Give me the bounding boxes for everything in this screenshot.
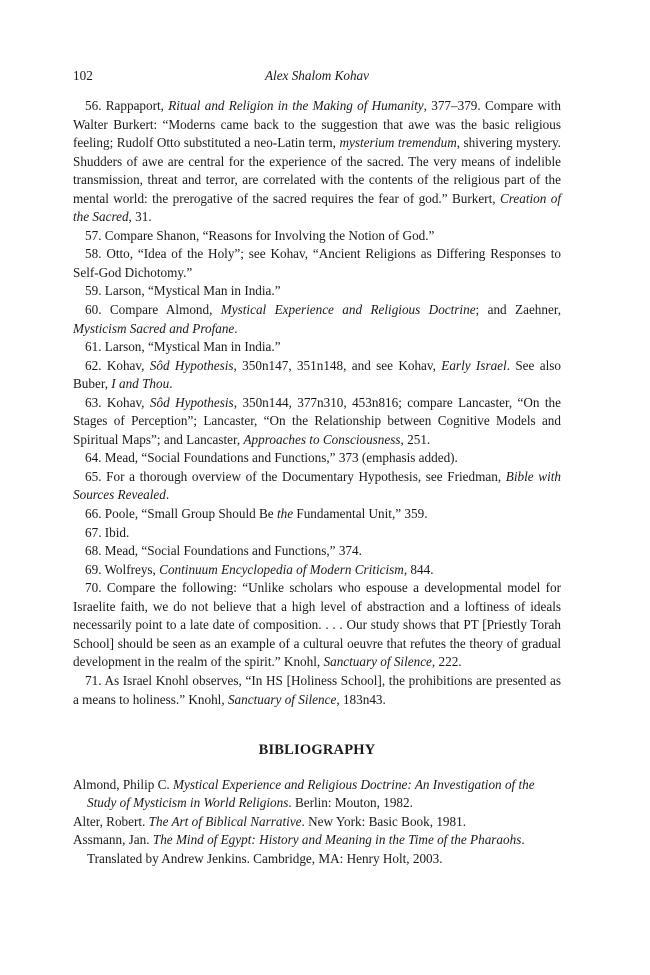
text-run: . Berlin: Mouton, 1982. <box>288 795 413 811</box>
text-run: . <box>169 376 173 392</box>
italic-title: Mystical Experience and Religious Doctrine: An Investigation of the Study of Mysticism in World Religions <box>87 777 535 811</box>
running-title: Alex Shalom Kohav <box>264 68 369 83</box>
italic-title: The Mind of Egypt: History and Meaning in the Time of the Pharaohs <box>152 832 522 848</box>
endnote <box>73 245 561 282</box>
italic-title: mysterium tremendum <box>339 135 457 151</box>
text-run: ; and Zaehner, <box>475 302 561 318</box>
italic-title: Mystical Experience and Religious Doctrine <box>220 302 476 318</box>
text-run: 67. Ibid. <box>85 524 130 540</box>
text-run: 71. As Israel Knohl observes, “In HS [Holiness School], the prohibitions are presented as a means to holiness.” Knohl, <box>73 672 561 707</box>
bibliography-entry <box>73 776 561 813</box>
text-run: , 31. <box>128 209 152 225</box>
endnote <box>73 468 561 505</box>
italic-title: Creation of the Sacred <box>73 190 561 225</box>
running-head <box>73 66 561 86</box>
text-run: . <box>234 320 238 336</box>
text-run: . Translated by Andrew Jenkins. Cambridge, MA: Henry Holt, 2003. <box>87 832 525 866</box>
italic-title: the <box>276 506 294 522</box>
text-run: 60. Compare Almond, <box>85 302 221 318</box>
endnote <box>73 542 561 561</box>
text-run: , 222. <box>431 654 462 670</box>
endnote <box>73 357 561 394</box>
text-run: 61. Larson, “Mystical Man in India.” <box>85 339 281 355</box>
endnote <box>73 301 561 338</box>
text-run: 58. Otto, “Idea of the Holy”; see Kohav, “Ancient Religions as Differing Responses to Self-God Dichotomy.” <box>73 246 561 280</box>
text-run: 57. Compare Shanon, “Reasons for Involving the Notion of God.” <box>85 227 435 243</box>
italic-title: Sôd Hypothesis <box>149 357 234 373</box>
text-run: Assmann, Jan. <box>73 832 153 848</box>
text-run: 62. Kohav, <box>85 357 150 373</box>
text-run: 66. Poole, “Small Group Should Be <box>85 506 277 522</box>
text-run: 70. Compare the following: “Unlike scholars who espouse a developmental model for Israelite faith, we do not believe that a high level of abstraction and a loftiness of ideals necessarily point to a late date of composition. . . . Our study shows that PT [Priestly Torah School] should be seen as an example of a cultural oeuvre that refutes the theory of gradual development in the realm of the spirit.” Knohl, <box>73 580 561 670</box>
endnote <box>73 449 561 468</box>
text-run: , 251. <box>400 431 431 447</box>
italic-title: Sôd Hypothesis <box>149 394 234 410</box>
text-run: 59. Larson, “Mystical Man in India.” <box>85 283 281 299</box>
italic-title: I and Thou <box>111 376 170 392</box>
italic-title: Sanctuary of Silence <box>323 654 432 670</box>
italic-title: Approaches to Consciousness <box>243 431 401 447</box>
bibliography-entry <box>73 831 561 868</box>
endnote <box>73 672 561 709</box>
italic-title: Early Israel <box>441 357 507 373</box>
text-run: 65. For a thorough overview of the Documentary Hypothesis, see Friedman, <box>85 468 506 484</box>
text-run: , 844. <box>403 561 434 577</box>
text-run: , 183n43. <box>336 691 386 707</box>
text-run: . New York: Basic Book, 1981. <box>301 813 467 829</box>
endnote <box>73 282 561 301</box>
endnotes-list <box>73 97 561 709</box>
page-number: 102 <box>73 68 93 83</box>
text-run: , shivering mystery. Shudders of awe are central for the experience of the sacred. The very means of indelible transmission, threat and terror, are correlated with the contents of the religious part of the mental world: the prerogative of the sacred requires the fear of god.” Burkert, <box>73 135 561 206</box>
text-run: 56. Rappaport, <box>85 98 169 113</box>
italic-title: The Art of Biblical Narrative <box>148 813 302 829</box>
endnote <box>73 524 561 543</box>
endnote <box>73 579 561 672</box>
text-run: , 350n147, 351n148, and see Kohav, <box>233 357 442 373</box>
endnote <box>73 394 561 450</box>
bibliography-entry <box>73 813 561 831</box>
text-run: 63. Kohav, <box>85 394 150 410</box>
text-run: . See also Buber, <box>73 357 561 392</box>
endnote <box>73 561 561 580</box>
bibliography-list <box>73 776 561 868</box>
endnote <box>73 227 561 246</box>
endnote <box>73 338 561 357</box>
text-run: , 350n144, 377n310, 453n816; compare Lancaster, “On the Stages of Perception”; Lancaster, “On the Relationship between Cognitive Models and Spiritual Maps”; and Lancaster, <box>73 394 561 447</box>
text-run: Alter, Robert. <box>73 813 149 829</box>
text-run: 68. Mead, “Social Foundations and Functions,” 374. <box>85 543 362 559</box>
endnote <box>73 505 561 524</box>
text-run: Fundamental Unit,” 359. <box>293 506 428 522</box>
endnote <box>73 97 561 227</box>
bibliography-heading: BIBLIOGRAPHY <box>258 742 376 758</box>
italic-title: Ritual and Religion in the Making of Humanity <box>168 98 424 113</box>
italic-title: Bible with Sources Revealed <box>73 468 561 503</box>
text-run: 64. Mead, “Social Foundations and Functions,” 373 (emphasis added). <box>85 450 458 466</box>
italic-title: Sanctuary of Silence <box>227 691 337 707</box>
text-run: . <box>165 487 170 503</box>
text-run: 69. Wolfreys, <box>85 561 160 577</box>
italic-title: Continuum Encyclopedia of Modern Criticism <box>159 561 404 577</box>
text-run: Almond, Philip C. <box>73 777 174 792</box>
italic-title: Mysticism Sacred and Profane <box>73 320 235 336</box>
text-run: , 377–379. Compare with Walter Burkert: “Moderns came back to the suggestion that awe was the basic religious feeling; Rudolf Otto substituted a neo-Latin term, <box>73 98 561 151</box>
